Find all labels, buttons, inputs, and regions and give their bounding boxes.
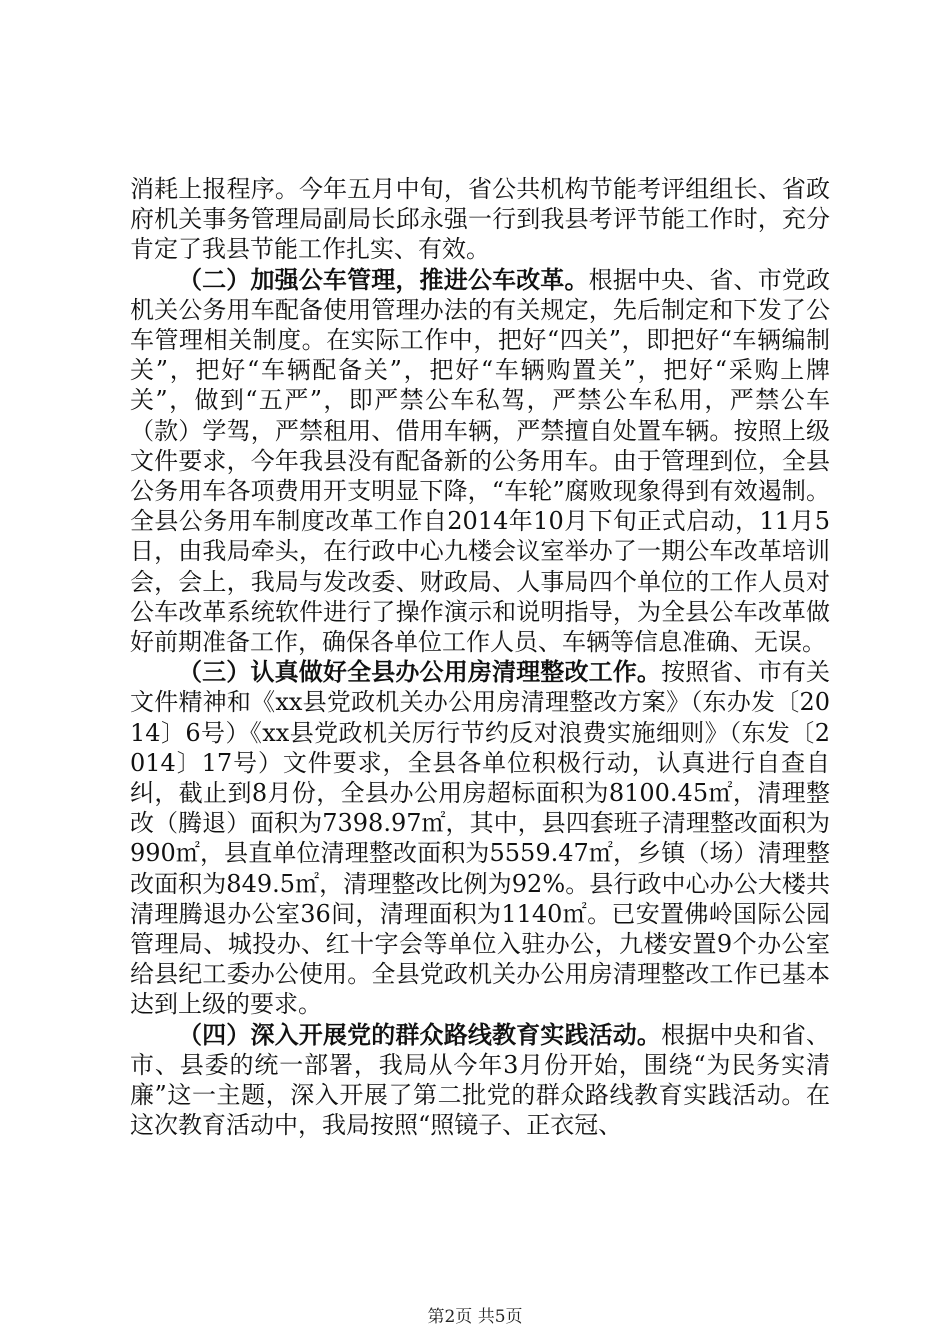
paragraph-mass-line xyxy=(130,1020,830,1141)
section-heading-vehicle-reform: （二）加强公车管理，推进公车改革。 xyxy=(178,265,589,294)
page-footer xyxy=(0,1302,950,1327)
page-number: 第2页 共5页 xyxy=(427,1307,523,1327)
paragraph-energy-report xyxy=(130,174,830,265)
paragraph-office-space xyxy=(130,657,830,1019)
section-heading-office-space: （三）认真做好全县办公用房清理整改工作。 xyxy=(178,658,662,687)
paragraph-text: 根据中央和省、市、县委的统一部署，我局从今年3月份开始，围绕“为民务实清廉”这一主题，深入开展了第二批党的群众路线教育实践活动。在这次教育活动中，我局按照“照镜子、正衣冠、 xyxy=(130,1020,831,1140)
paragraph-text: 按照省、市有关文件精神和《xx县党政机关办公用房清理整改方案》（东办发〔2014〕6号）《xx县党政机关厉行节约反对浪费实施细则》（东发〔2014〕17号）文件要求，全县各单位积极行动，认真进行自查自纠，截止到8月份，全县办公用房超标面积为8100.45㎡，清理整改（腾退）面积为7398.97㎡，其中，县四套班子清理整改面积为990㎡，县直单位清理整改面积为5559.47㎡，乡镇（场）清理整改面积为849.5㎡，清理整改比例为92%。县行政中心办公大楼共清理腾退办公室36间，清理面积为1140㎡。已安置佛岭国际公园管理局、城投办、红十字会等单位入驻办公，九楼安置9个办公室给县纪工委办公使用。全县党政机关办公用房清理整改工作已基本达到上级的要求。 xyxy=(130,658,831,1019)
section-heading-mass-line: （四）深入开展党的群众路线教育实践活动。 xyxy=(178,1020,662,1049)
paragraph-official-vehicle xyxy=(130,265,830,658)
document-body xyxy=(130,174,830,1141)
paragraph-text: 消耗上报程序。今年五月中旬，省公共机构节能考评组组长、省政府机关事务管理局副局长邱永强一行到我县考评节能工作时，充分肯定了我县节能工作扎实、有效。 xyxy=(130,175,830,264)
paragraph-text: 根据中央、省、市党政机关公务用车配备使用管理办法的有关规定，先后制定和下发了公车管理相关制度。在实际工作中，把好“四关”，即把好“车辆编制关”，把好“车辆配备关”，把好“车辆购置关”，把好“采购上牌关”，做到“五严”，即严禁公车私驾，严禁公车私用，严禁公车（款）学驾，严禁租用、借用车辆，严禁擅自处置车辆。按照上级文件要求，今年我县没有配备新的公务用车。由于管理到位，全县公务用车各项费用开支明显下降，“车轮”腐败现象得到有效遏制。全县公务用车制度改革工作自2014年10月下旬正式启动，11月5日，由我局牵头，在行政中心九楼会议室举办了一期公车改革培训会，会上，我局与发改委、财政局、人事局四个单位的工作人员对公车改革系统软件进行了操作演示和说明指导，为全县公车改革做好前期准备工作，确保各单位工作人员、车辆等信息准确、无误。 xyxy=(130,265,831,657)
